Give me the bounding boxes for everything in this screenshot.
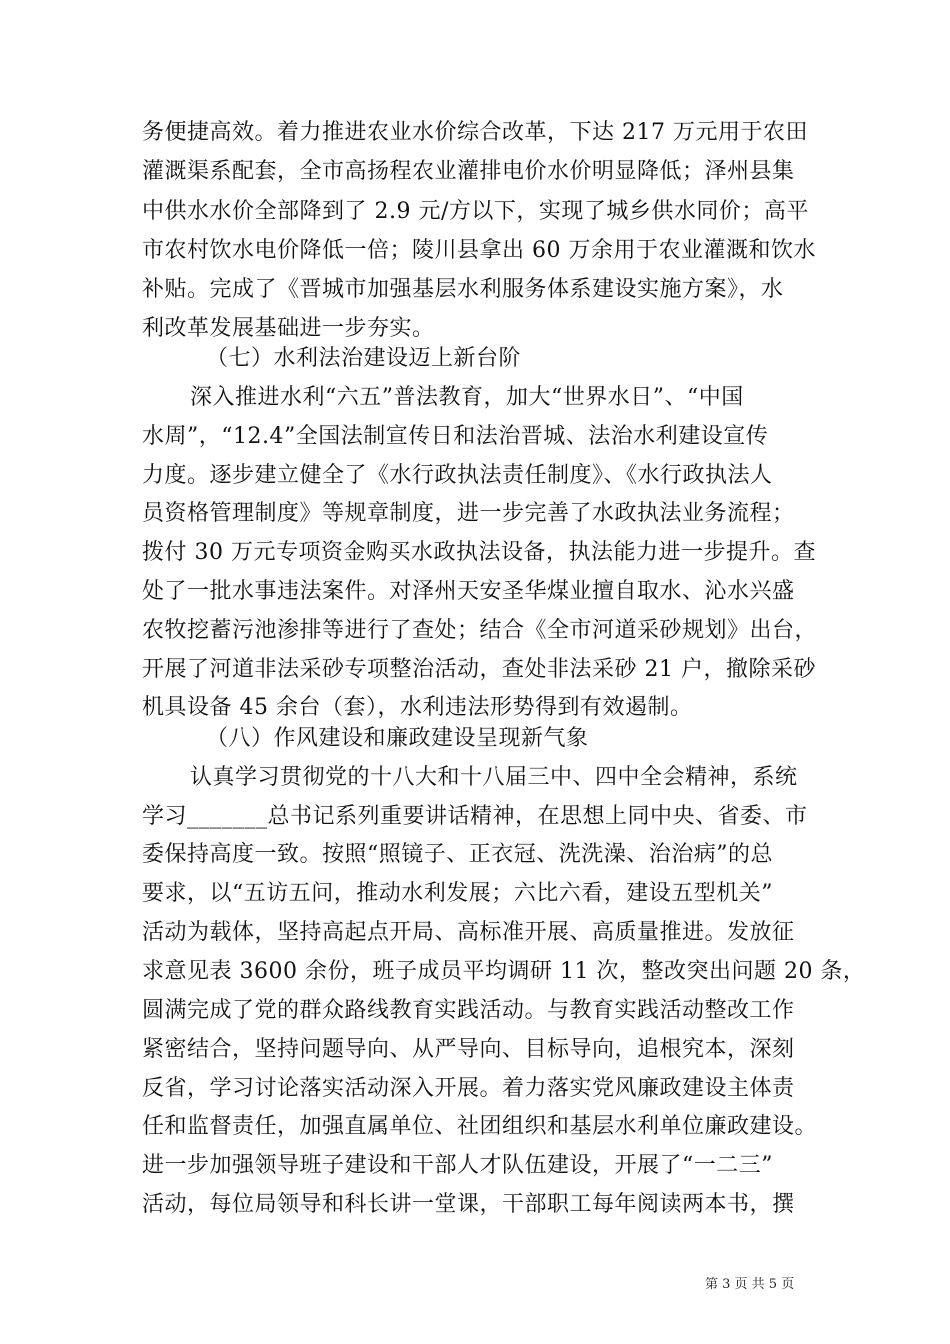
- text-line: 员资格管理制度》等规章制度，进一步完善了水政执法业务流程；: [142, 501, 795, 526]
- text-line: 活动，每位局领导和科长讲一堂课，干部职工每年阅读两本书，撰: [142, 1192, 795, 1217]
- text-line: 求意见表 3600 余份，班子成员平均调研 11 次，整改突出问题 20 条，: [142, 959, 866, 984]
- text-line: 中供水水价全部降到了 2.9 元/方以下，实现了城乡供水同价；高平: [142, 199, 809, 224]
- section-heading: （八）作风建设和廉政建设呈现新气象: [206, 726, 589, 751]
- text-line: 学习_______总书记系列重要讲话精神，在思想上同中央、省委、市: [142, 804, 808, 829]
- text-line: 利改革发展基础进一步夯实。: [142, 316, 435, 341]
- text-line: 进一步加强领导班子建设和干部人才队伍建设，开展了“一二三”: [142, 1153, 773, 1178]
- text-line: 拨付 30 万元专项资金购买水政执法设备，执法能力进一步提升。查: [142, 540, 816, 565]
- text-line: 市农村饮水电价降低一倍；陵川县拿出 60 万余用于农业灌溉和饮水: [142, 238, 816, 263]
- page-number: 第 3 页 共 5 页: [705, 1277, 795, 1292]
- text-line: 务便捷高效。着力推进农业水价综合改革，下达 217 万元用于农田: [142, 120, 808, 145]
- text-line: 任和监督责任，加强直属单位、社团组织和基层水利单位廉政建设。: [142, 1114, 818, 1139]
- text-line: 补贴。完成了《晋城市加强基层水利服务体系建设实施方案》，水: [142, 277, 784, 302]
- text-line: 要求，以“五访五问，推动水利发展；六比六看，建设五型机关”: [142, 881, 773, 906]
- text-line: 开展了河道非法采砂专项整治活动，查处非法采砂 21 户，撤除采砂: [142, 657, 816, 682]
- text-line: 力度。逐步建立健全了《水行政执法责任制度》、《水行政执法人: [142, 463, 773, 488]
- text-line: 机具设备 45 余台（套），水利违法形势得到有效遏制。: [142, 695, 693, 720]
- text-line: 圆满完成了党的群众路线教育实践活动。与教育实践活动整改工作: [142, 998, 795, 1023]
- text-line: 水周”，“12.4”全国法制宣传日和法治晋城、法治水利建设宣传: [142, 424, 769, 449]
- text-line: 认真学习贯彻党的十八大和十八届三中、四中全会精神，系统: [190, 765, 798, 790]
- text-line: 反省，学习讨论落实活动深入开展。着力落实党风廉政建设主体责: [142, 1076, 795, 1101]
- text-line: 处了一批水事违法案件。对泽州天安圣华煤业擅自取水、沁水兴盛: [142, 579, 795, 604]
- text-line: 灌溉渠系配套，全市高扬程农业灌排电价水价明显降低；泽州县集: [142, 159, 795, 184]
- text-line: 委保持高度一致。按照“照镜子、正衣冠、洗洗澡、治治病”的总: [142, 842, 773, 867]
- text-line: 紧密结合，坚持问题导向、从严导向、目标导向，追根究本，深刻: [142, 1037, 795, 1062]
- text-line: 活动为载体，坚持高起点开局、高标准开展、高质量推进。发放征: [142, 920, 795, 945]
- section-heading: （七）水利法治建设迈上新台阶: [206, 346, 522, 371]
- text-line: 农牧挖蓄污池渗排等进行了查处；结合《全市河道采砂规划》出台，: [142, 618, 818, 643]
- text-line: 深入推进水利“六五”普法教育，加大“世界水日”、“中国: [190, 385, 744, 410]
